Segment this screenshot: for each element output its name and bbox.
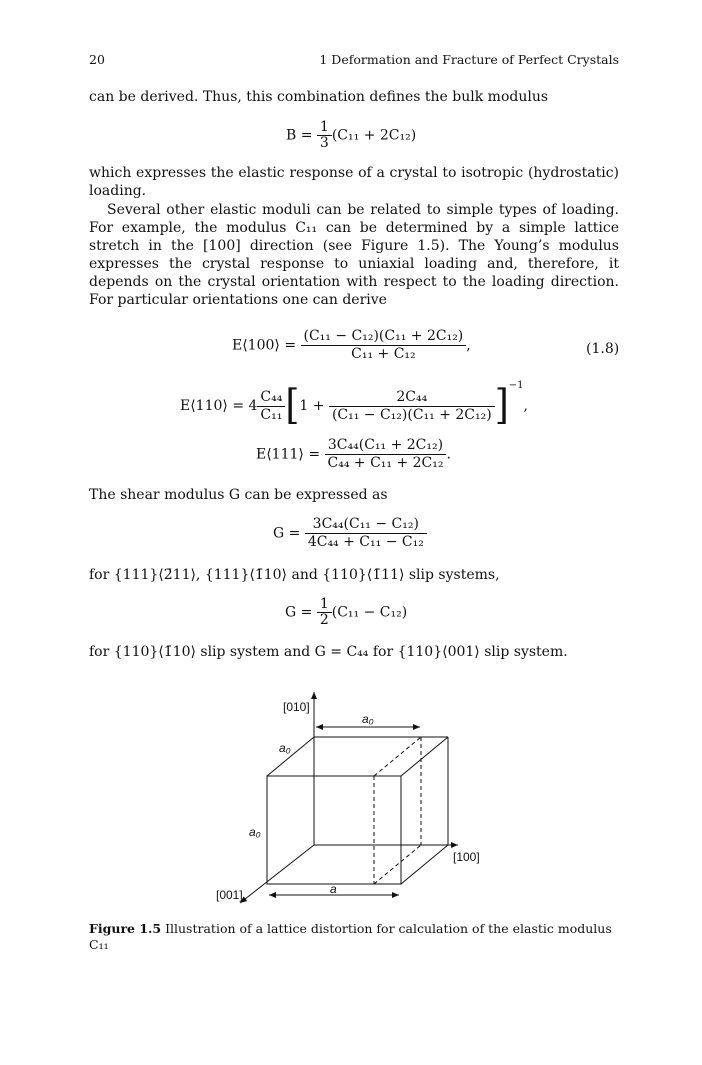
label-a0-top: a₀ [362, 712, 374, 726]
eq-bulk-den: 3 [319, 135, 329, 151]
running-title: 1 Deformation and Fracture of Perfect Crystals [319, 52, 619, 67]
eq-e111-lhs: E⟨111⟩ = [256, 446, 325, 463]
eq-e110-one: 1 + [299, 398, 329, 414]
cube-edge-tr [401, 737, 448, 776]
eq-bulk-rhs: (C₁₁ + 2C₁₂) [331, 127, 417, 144]
cube-edge-br [401, 845, 448, 884]
paragraph-3: Several other elastic moduli can be related to simple types of loading. For example, the modulus C₁₁ can be determined by a simple lattice stretch in the [100] direction (see Figure 1.5). The Young’s modulus expresses the crystal response to uniaxial loading and, therefore, it depends on the crystal orientation with respect to the loading direction. For particular orientations one can derive [89, 202, 619, 308]
eq-e100-tail: , [466, 337, 471, 354]
eq-e110-tail: , [523, 398, 528, 414]
eq-e110-lhs: E⟨110⟩ = 4 [180, 398, 258, 414]
equation-number: (1.8) [586, 341, 620, 357]
axis-001 [240, 845, 314, 903]
caption-text: Illustration of a lattice distortion for calculation of the elastic modulus C₁₁ [89, 921, 612, 952]
eq-g1-lhs: G = [273, 525, 305, 542]
eq-g2-rhs: (C₁₁ − C₁₂) [331, 604, 408, 621]
eq-e110-f2-den: (C₁₁ − C₁₂)(C₁₁ + 2C₁₂) [331, 406, 492, 423]
cube-front-face [267, 776, 401, 884]
eq-g2-den: 2 [319, 612, 329, 628]
eq-g2-num: 1 [317, 597, 332, 613]
paragraph-5: for {111}⟨2̄11⟩, {111}⟨1̄10⟩ and {110}⟨1̄11⟩ slip systems, [89, 567, 500, 583]
eq-e111-den: C₄₄ + C₁₁ + 2C₁₂ [327, 455, 444, 471]
eq-g2-lhs: G = [285, 604, 317, 621]
label-a0-depth: a₀ [279, 741, 291, 755]
caption-label: Figure 1.5 [89, 921, 162, 936]
dashed-bottom-diagonal [374, 845, 421, 884]
eq-e100-lhs: E⟨100⟩ = [232, 337, 301, 354]
eq-e110-f1-den: C₁₁ [260, 406, 283, 423]
label-100: [100] [453, 850, 480, 864]
eq-e111-num: 3C₄₄(C₁₁ + 2C₁₂) [325, 437, 447, 455]
page-number: 20 [89, 52, 105, 67]
eq-e100-den: C₁₁ + C₁₂ [351, 346, 416, 362]
right-bracket: ] [494, 381, 509, 429]
eq-bulk-num: 1 [317, 120, 332, 136]
eq-g1-num: 3C₄₄(C₁₁ − C₁₂) [305, 516, 427, 534]
paragraph-6: for {110}⟨1̄10⟩ slip system and G = C₄₄ for {110}⟨001⟩ slip system. [89, 644, 568, 660]
eq-e110-exponent: −1 [508, 380, 524, 391]
label-001: [001] [216, 888, 243, 902]
paragraph-2: which expresses the elastic response of a crystal to isotropic (hydrostatic) loading. [89, 165, 619, 199]
label-010: [010] [283, 700, 310, 714]
figure-caption [89, 921, 619, 953]
eq-bulk-lhs: B = [286, 127, 317, 144]
eq-g1-den: 4C₄₄ + C₁₁ − C₁₂ [307, 534, 424, 550]
eq-e110-f2-num: 2C₄₄ [329, 389, 495, 407]
paragraph-1: can be derived. Thus, this combination defines the bulk modulus [89, 89, 549, 105]
left-bracket: [ [285, 381, 300, 429]
eq-e100-num: (C₁₁ − C₁₂)(C₁₁ + 2C₁₂) [301, 328, 467, 346]
label-a-bottom: a [330, 882, 337, 896]
eq-e111-tail: . [446, 446, 451, 463]
label-a0-left: a₀ [249, 825, 261, 839]
eq-e110-f1-num: C₄₄ [257, 389, 285, 407]
dashed-top-diagonal [374, 737, 421, 776]
paragraph-4: The shear modulus G can be expressed as [89, 487, 388, 503]
